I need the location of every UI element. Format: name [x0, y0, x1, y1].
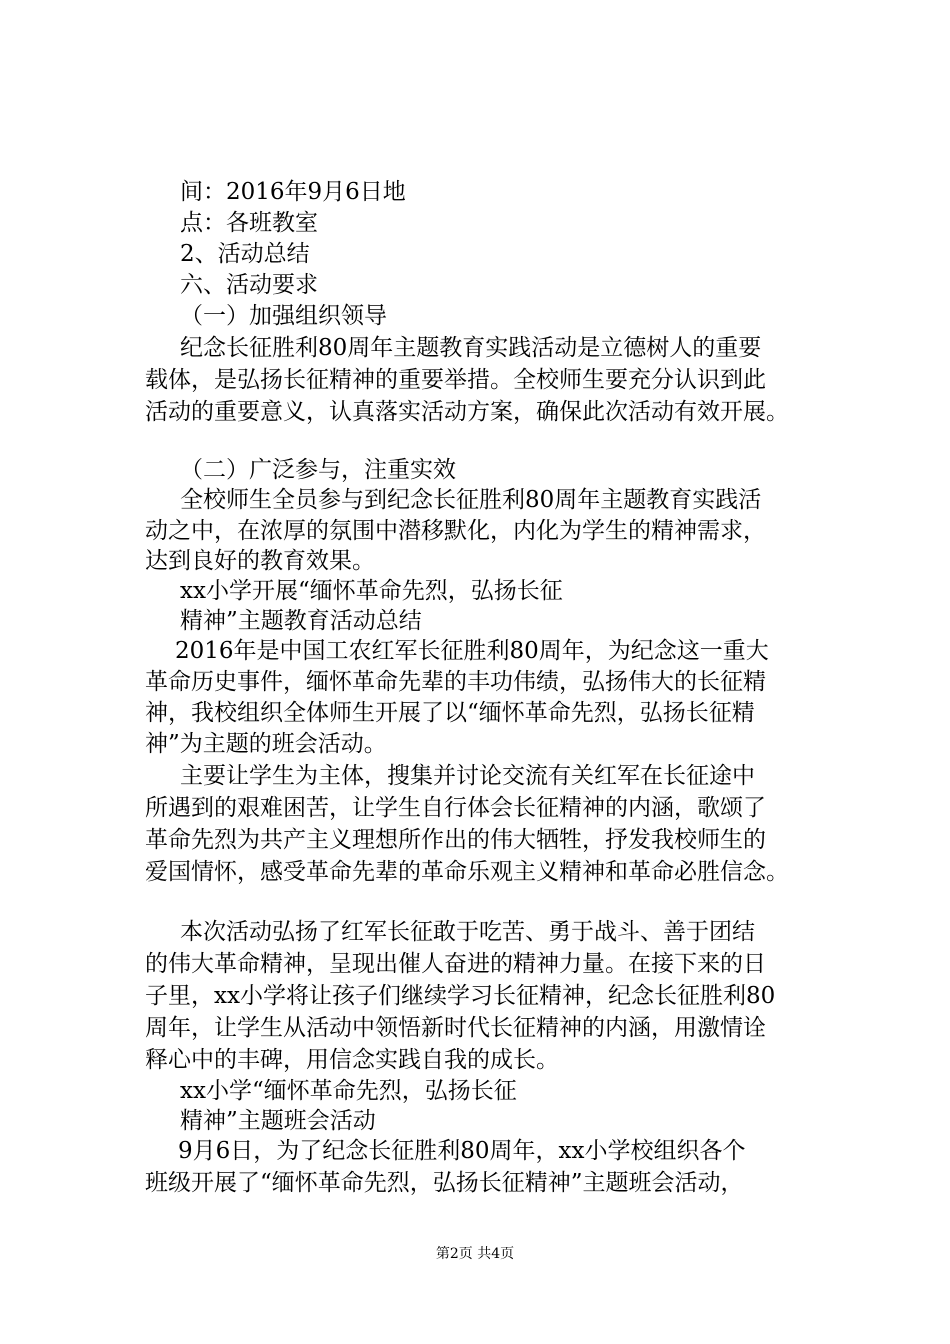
paragraph-6-line: 班级开展了“缅怀革命先烈，弘扬长征精神”主题班会活动，: [145, 1170, 744, 1196]
time-line: 间：2016年9月6日地: [180, 179, 406, 205]
paragraph-4-line: 所遇到的艰难困苦，让学生自行体会长征精神的内涵，歌颂了: [145, 795, 766, 821]
paragraph-3-line: 革命历史事件，缅怀革命先辈的丰功伟绩，弘扬伟大的长征精: [145, 669, 766, 695]
title-1-line: 精神”主题教育活动总结: [180, 608, 422, 634]
paragraph-1-line: 载体，是弘扬长征精神的重要举措。全校师生要充分认识到此: [145, 367, 766, 393]
title-2-line: 精神”主题班会活动: [180, 1108, 376, 1134]
paragraph-2-line: 动之中，在浓厚的氛围中潜移默化，内化为学生的精神需求，: [145, 518, 766, 544]
page-footer: 第2页 共4页: [435, 1246, 515, 1262]
paragraph-3-line: 神，我校组织全体师生开展了以“缅怀革命先烈，弘扬长征精: [145, 700, 755, 726]
paragraph-3-line: 2016年是中国工农红军长征胜利80周年，为纪念这一重大: [175, 638, 769, 664]
paragraph-5-line: 子里，xx小学将让孩子们继续学习长征精神，纪念长征胜利80: [145, 983, 776, 1009]
title-1-line: xx小学开展“缅怀革命先烈，弘扬长征: [180, 578, 563, 604]
paragraph-1-line: 纪念长征胜利80周年主题教育实践活动是立德树人的重要: [180, 335, 762, 361]
subheading-participate: （二）广泛参与，注重实效: [180, 457, 456, 483]
paragraph-4-line: 爱国情怀，感受革命先辈的革命乐观主义精神和革命必胜信念。: [145, 859, 789, 885]
summary-heading: 2、活动总结: [180, 241, 310, 267]
paragraph-5-line: 周年，让学生从活动中领悟新时代长征精神的内涵，用激情诠: [145, 1015, 766, 1041]
requirements-heading: 六、活动要求: [180, 272, 318, 298]
paragraph-6-line: 9月6日，为了纪念长征胜利80周年，xx小学校组织各个: [178, 1138, 746, 1164]
paragraph-5-line: 本次活动弘扬了红军长征敢于吃苦、勇于战斗、善于团结: [180, 919, 755, 945]
paragraph-4-line: 革命先烈为共产主义理想所作出的伟大牺牲，抒发我校师生的: [145, 827, 766, 853]
subheading-organize: （一）加强组织领导: [180, 303, 387, 329]
title-2-line: xx小学“缅怀革命先烈，弘扬长征: [180, 1078, 517, 1104]
paragraph-1-line: 活动的重要意义，认真落实活动方案，确保此次活动有效开展。: [145, 399, 789, 425]
place-line: 点：各班教室: [180, 210, 318, 236]
paragraph-2-line: 达到良好的教育效果。: [145, 548, 375, 574]
paragraph-5-line: 释心中的丰碑，用信念实践自我的成长。: [145, 1047, 559, 1073]
paragraph-5-line: 的伟大革命精神，呈现出催人奋进的精神力量。在接下来的日: [145, 951, 766, 977]
paragraph-4-line: 主要让学生为主体，搜集并讨论交流有关红军在长征途中: [180, 763, 755, 789]
paragraph-2-line: 全校师生全员参与到纪念长征胜利80周年主题教育实践活: [180, 487, 762, 513]
paragraph-3-line: 神”为主题的班会活动。: [145, 731, 387, 757]
